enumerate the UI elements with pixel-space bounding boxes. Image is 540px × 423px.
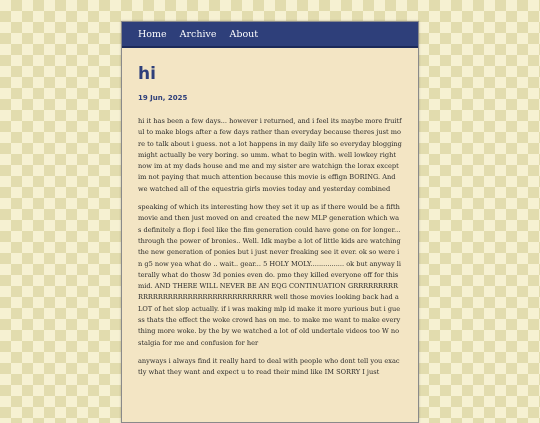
nav-archive-link[interactable]: Archive — [179, 28, 217, 40]
post-date: 19 Jun, 2025 — [138, 94, 188, 102]
post-title: hi — [138, 64, 156, 84]
nav-about-link[interactable]: About — [229, 28, 259, 40]
post-paragraph: anyways i always find it really hard to deal with people who dont tell you exactly what they want and expect u to read their mind like IM SORRY I just — [138, 356, 400, 377]
post-body — [138, 116, 402, 379]
post-paragraph: hi it has been a few days... however i returned, and i feel its maybe more fruitful to make blogs after a few days rather than everyday because theres just more to talk about i guess. not a lot happens in my daily life so everyday blogging might actually be very boring. so umm. what to begin with. well lowkey right now im at my dads house and me and my sister are watchign the lorax except im not paying that much attention because this movie is effign BORING. And we watched all of the equestria girls movies today and yesterday combined — [138, 117, 402, 193]
post-content — [122, 48, 418, 379]
top-nav — [122, 22, 418, 48]
post-paragraph: speaking of which its interesting how they set it up as if there would be a fifth movie and then just moved on and created the new MLP generation which was definitely a flop i feel like the fim generation could have gone on for longer... through the power of bronies.. Well. Idk maybe a lot of little kids are watching the new generation of ponies but i just never freaking see it ever. ok so were in g5 now yea what do .. wait.. gear... 5 HOLY MOLY................ ok but anyway literally what do thosw 3d ponies even do. pmo they killed everyone off for this mid. AND THERE WILL NEVER BE AN EQG CONTINUATION GRRRRRRRRRRRRRRRRRRRRRRRRRRRRRRRRRRRR well those movies looking back had a LOT of het slop actually. if i was making mlp id make it more yurious but i guess thats the effect the woke crowd has on me. to make me want to make everything more woke. by the by we watched a lot of old undertale videos too W nostalgia for me and confusion for her — [138, 203, 401, 347]
nav-home-link[interactable]: Home — [138, 28, 167, 40]
blog-container — [121, 21, 419, 423]
